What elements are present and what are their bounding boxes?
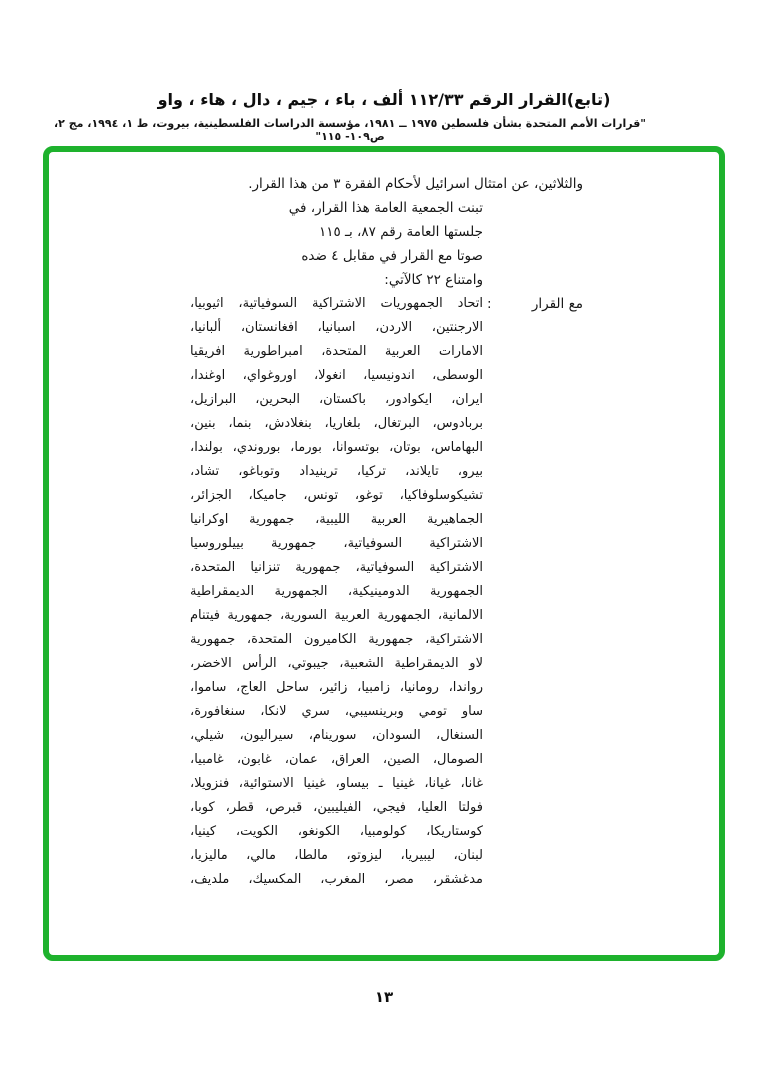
country-line: الاشتراكية السوفياتية، جمهورية بييلوروسيا — [190, 536, 483, 551]
country-line: الجماهيرية العربية الليبية، جمهورية اوكرانيا — [190, 512, 483, 527]
country-line: فولتا العليا، فيجي، الفيليبين، قبرص، قطر، كوبا، — [190, 800, 483, 815]
country-line: مدغشقر، مصر، المغرب، المكسيك، ملديف، — [190, 872, 483, 887]
paragraph-continuation-line: والثلاثين، عن امتثال اسرائيل لأحكام الفقرة ٣ من هذا القرار. — [248, 176, 583, 192]
country-list — [190, 292, 483, 892]
country-line: بربادوس، البرتغال، بلغاريا، بنغلادش، بنما، بنين، — [190, 416, 483, 431]
note-line: جلستها العامة رقم ٨٧، بـ ١١٥ — [319, 224, 483, 240]
country-line: الامارات العربية المتحدة، امبراطورية افريقيا — [190, 344, 483, 359]
country-line: بيرو، تايلاند، تركيا، ترينيداد وتوباغو، تشاد، — [190, 464, 483, 479]
country-line: الالمانية، الجمهورية العربية السورية، جمهورية فيتنام — [190, 608, 483, 623]
country-line: غانا، غيانا، غينيا ـ بيساو، غينيا الاستوائية، فنزويلا، — [190, 776, 483, 791]
country-line: الاشتراكية السوفياتية، جمهورية تنزانيا المتحدة، — [190, 560, 483, 575]
country-line: كوستاريكا، كولومبيا، الكونغو، الكويت، كينيا، — [190, 824, 483, 839]
adoption-note-paragraph — [190, 196, 483, 292]
country-line: لاو الديمقراطية الشعبية، جيبوتي، الرأس الاخضر، — [190, 656, 483, 671]
country-line: لبنان، ليبيريا، ليزوتو، مالطا، مالي، ماليزيا، — [190, 848, 483, 863]
country-line: البهاماس، بوتان، بوتسوانا، بورما، بوروندي، بولندا، — [190, 440, 483, 455]
page-number: ١٣ — [374, 988, 394, 1006]
note-line: تبنت الجمعية العامة هذا القرار، في — [288, 200, 483, 216]
doc-title: (تابع)القرار الرقم ١١٢/٣٣ ألف ، باء ، جيم ، دال ، هاء ، واو — [157, 90, 611, 109]
country-line: الوسطى، اندونيسيا، انغولا، اوروغواي، اوغندا، — [190, 368, 483, 383]
body-text — [190, 172, 583, 892]
country-line: اتحاد الجمهوريات الاشتراكية السوفياتية، اثيوبيا، — [190, 296, 483, 311]
vote-label-colon: : — [487, 296, 492, 312]
country-line: الاشتراكية، جمهورية الكاميرون المتحدة، جمهورية — [190, 632, 483, 647]
country-line: الارجنتين، الاردن، اسبانيا، افغانستان، ألبانيا، — [190, 320, 483, 335]
country-line: الجمهورية الدومينيكية، الجمهورية الديمقراطية — [190, 584, 483, 599]
country-line: تشيكوسلوفاكيا، توغو، تونس، جاميكا، الجزائر، — [190, 488, 483, 503]
note-line: وامتناع ٢٢ كالآتي: — [384, 272, 483, 288]
vote-with-resolution-entry — [190, 292, 583, 892]
country-line: ايران، ايكوادور، باكستان، البحرين، البرازيل، — [190, 392, 483, 407]
country-line: رواندا، رومانيا، زامبيا، زائير، ساحل العاج، ساموا، — [190, 680, 483, 695]
note-line: صوتا مع القرار في مقابل ٤ ضده — [301, 248, 483, 264]
country-line: الصومال، الصين، العراق، عمان، غابون، غامبيا، — [190, 752, 483, 767]
country-line: السنغال، السودان، سورينام، سيراليون، شيلي، — [190, 728, 483, 743]
country-line: ساو تومي وبرينسيبي، سري لانكا، سنغافورة، — [190, 704, 483, 719]
vote-label-box — [487, 292, 583, 316]
vote-label: مع القرار — [531, 296, 583, 312]
doc-source-citation: "قرارات الأمم المتحدة بشأن فلسطين ١٩٧٥ ــ ١٩٨١، مؤسسة الدراسات الفلسطينية، بيروت، ط ١، ١٩٩٤، مج ٢، ص١٠٩- ١١٥" — [53, 117, 646, 143]
